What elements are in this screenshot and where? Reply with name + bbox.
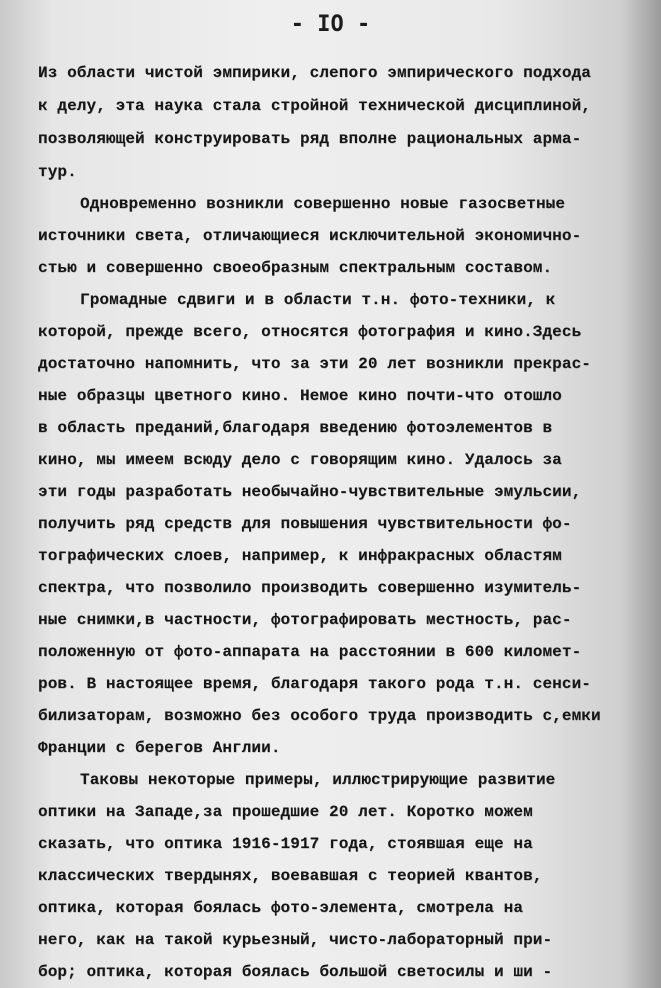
text-line: Одновременно возникли совершенно новые газосветные	[80, 195, 566, 213]
text-line: эти годы разработать необычайно-чувствительные эмульсии,	[38, 483, 582, 501]
text-line: Франции с берегов Англии.	[38, 739, 281, 757]
text-line: Громадные сдвиги и в области т.н. фото-техники, к	[80, 291, 556, 309]
text-line: источники света, отличающиеся исключительной экономично-	[38, 227, 582, 245]
text-line: Таковы некоторые примеры, иллюстрирующие развитие	[80, 771, 556, 789]
text-line: оптика, которая боялась фото-элемента, смотрела на	[38, 899, 524, 917]
text-line: позволяющей конструировать ряд вполне рациональных арма-	[38, 130, 582, 148]
text-line: тографических слоев, например, к инфракрасных областям	[38, 547, 562, 565]
text-line: оптики на Западе,за прошедшие 20 лет. Коротко можем	[38, 803, 533, 821]
text-line: ные образцы цветного кино. Немое кино почти-что отошло	[38, 387, 562, 405]
text-line: бор; оптика, которая боялась большой светосилы и ши -	[38, 963, 553, 981]
text-line: тур.	[38, 163, 77, 181]
text-line: в область преданий,благодаря введению фотоэлементов в	[38, 419, 553, 437]
text-line: него, как на такой курьезный, чисто-лабораторный при-	[38, 931, 553, 949]
page-number: - IO -	[290, 12, 371, 37]
text-line: Из области чистой эмпирики, слепого эмпирического подхода	[38, 64, 591, 82]
text-line: спектра, что позволило производить совершенно изумитель-	[38, 579, 582, 597]
text-line: к делу, эта наука стала стройной технической дисциплиной,	[38, 97, 591, 115]
text-line: достаточно напомнить, что за эти 20 лет возникли прекрас-	[38, 355, 591, 373]
text-line: сказать, что оптика 1916-1917 года, стоявшая еще на	[38, 835, 533, 853]
text-line: классических твердынях, воевавшая с теорией квантов,	[38, 867, 543, 885]
text-line: получить ряд средств для повышения чувствительности фо-	[38, 515, 572, 533]
text-line: которой, прежде всего, относятся фотография и кино.Здесь	[38, 323, 582, 341]
text-line: ные снимки,в частности, фотографировать местность, рас-	[38, 611, 572, 629]
text-line: ров. В настоящее время, благодаря такого рода т.н. сенси-	[38, 675, 591, 693]
text-line: стью и совершенно своеобразным спектральным составом.	[38, 259, 553, 277]
text-line: положенную от фото-аппарата на расстоянии в 600 километ-	[38, 643, 582, 661]
text-line: билизаторам, возможно без особого труда производить с,емки	[38, 707, 601, 725]
text-line: кино, мы имеем всюду дело с говорящим кино. Удалось за	[38, 451, 562, 469]
